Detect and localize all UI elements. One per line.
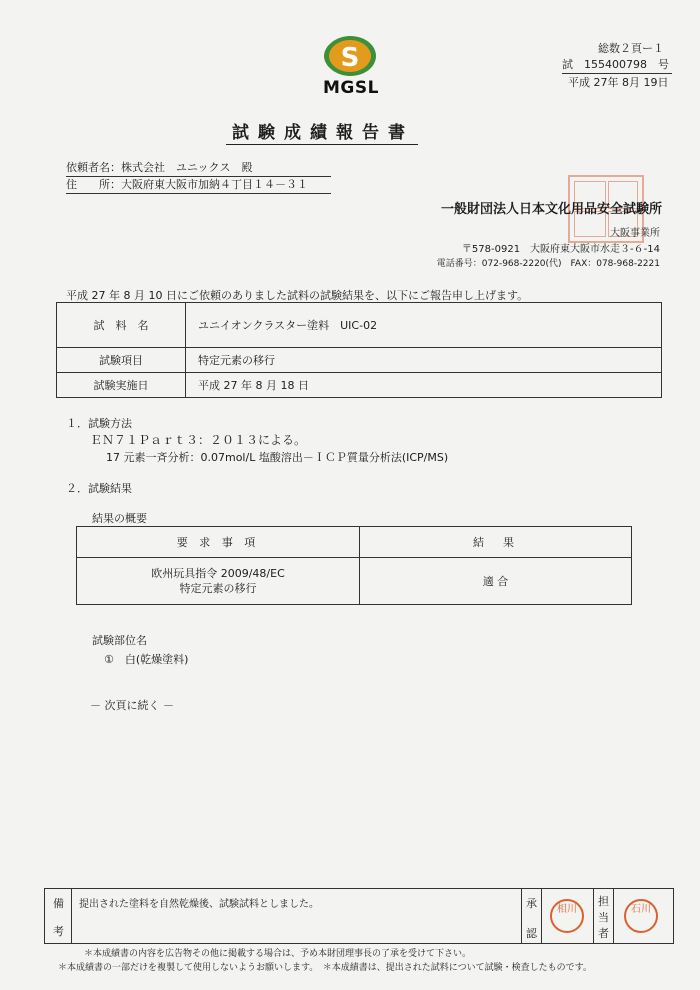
note-line-1: ＊本成績書の内容を広告物その他に掲載する場合は、予め本財団理事長の了承を受けて下さい。 [84, 949, 472, 959]
requirement-line-1: 欧州玩具指令 2009/48/EC [151, 567, 285, 580]
remarks-label-bottom: 考 [53, 925, 64, 938]
page-count: 総数２頁ー１ [598, 42, 664, 55]
note-line-2: ＊本成績書の一部だけを複製して使用しないようお願いします。 ＊本成績書は、提出された試料について試験・検査したものです。 [58, 963, 592, 973]
test-item-label: 試験項目 [57, 348, 186, 373]
method-heading: １．試験方法 [66, 417, 132, 430]
charge-label-1: 担 [598, 895, 609, 908]
page-title: 試験成績報告書 [226, 118, 418, 145]
sample-name-value: ユニイオンクラスター塗料 UIC-02 [186, 303, 662, 348]
report-number: 試 155400798 号 [562, 56, 672, 74]
remarks-box [44, 888, 674, 944]
test-part-heading: 試験部位名 [92, 634, 147, 647]
table-row [57, 373, 662, 398]
approval-label-bottom: 認 [526, 927, 537, 940]
result-value: 適 合 [360, 558, 632, 605]
table-row [57, 348, 662, 373]
issuer-contact: 電話番号：072-968-2220(代) FAX：078-968-2221 [436, 259, 660, 269]
logo-letter: S [340, 43, 360, 73]
test-part-item: ① 白(乾燥塗料) [104, 653, 189, 666]
charge-label-2: 当 [598, 911, 609, 924]
requirement-line-2: 特定元素の移行 [179, 582, 257, 595]
results-heading: ２．試験結果 [66, 482, 132, 495]
issuer-name: 一般財団法人日本文化用品安全試験所 [440, 202, 662, 217]
method-analysis: 17 元素一斉分析：0.07mol/L 塩酸溶出－ＩＣＰ質量分析法(ICP/MS) [106, 451, 449, 464]
results-summary-label: 結果の概要 [92, 512, 147, 525]
test-item-value: 特定元素の移行 [186, 348, 662, 373]
logo-text: MGSL [323, 78, 379, 98]
report-date: 平成 27年 8月 19日 [568, 76, 669, 89]
issuer-office: 大阪事業所 [610, 228, 660, 239]
requirement-cell [77, 558, 360, 605]
table-row [57, 303, 662, 348]
test-date-label: 試験実施日 [57, 373, 186, 398]
method-standard: ＥＮ７１Ｐａｒｔ３：２０１３による。 [90, 433, 307, 447]
continued-note: － 次頁に続く － [90, 699, 174, 712]
intro-text: 平成 27 年 8 月 10 日にご依頼のありました試料の試験結果を、以下にご報告申し上げます。 [66, 289, 529, 302]
sample-name-label: 試 料 名 [57, 303, 186, 348]
approval-seal-icon: 相川 [550, 899, 584, 933]
table-row [77, 558, 632, 605]
remarks-label-top: 備 [53, 897, 64, 910]
result-header: 結 果 [360, 527, 632, 558]
requirement-header: 要 求 事 項 [77, 527, 360, 558]
remarks-text: 提出された塗料を自然乾燥後、試験試料としました。 [79, 899, 319, 910]
table-row [77, 527, 632, 558]
sample-info-table [56, 302, 662, 398]
approval-label-top: 承 [526, 897, 537, 910]
charge-label-3: 者 [598, 927, 609, 940]
client-name: 依頼者名：株式会社 ユニックス 殿 [66, 159, 331, 177]
mgsl-logo-icon [322, 34, 378, 78]
issuer-address: 〒578-0921 大阪府東大阪市水走３-６-14 [461, 244, 660, 255]
test-date-value: 平成 27 年 8 月 18 日 [186, 373, 662, 398]
charge-seal-icon: 石川 [624, 899, 658, 933]
client-address: 住 所：大阪府東大阪市加納４丁目１４－３１ [66, 176, 331, 194]
results-table [76, 526, 632, 605]
